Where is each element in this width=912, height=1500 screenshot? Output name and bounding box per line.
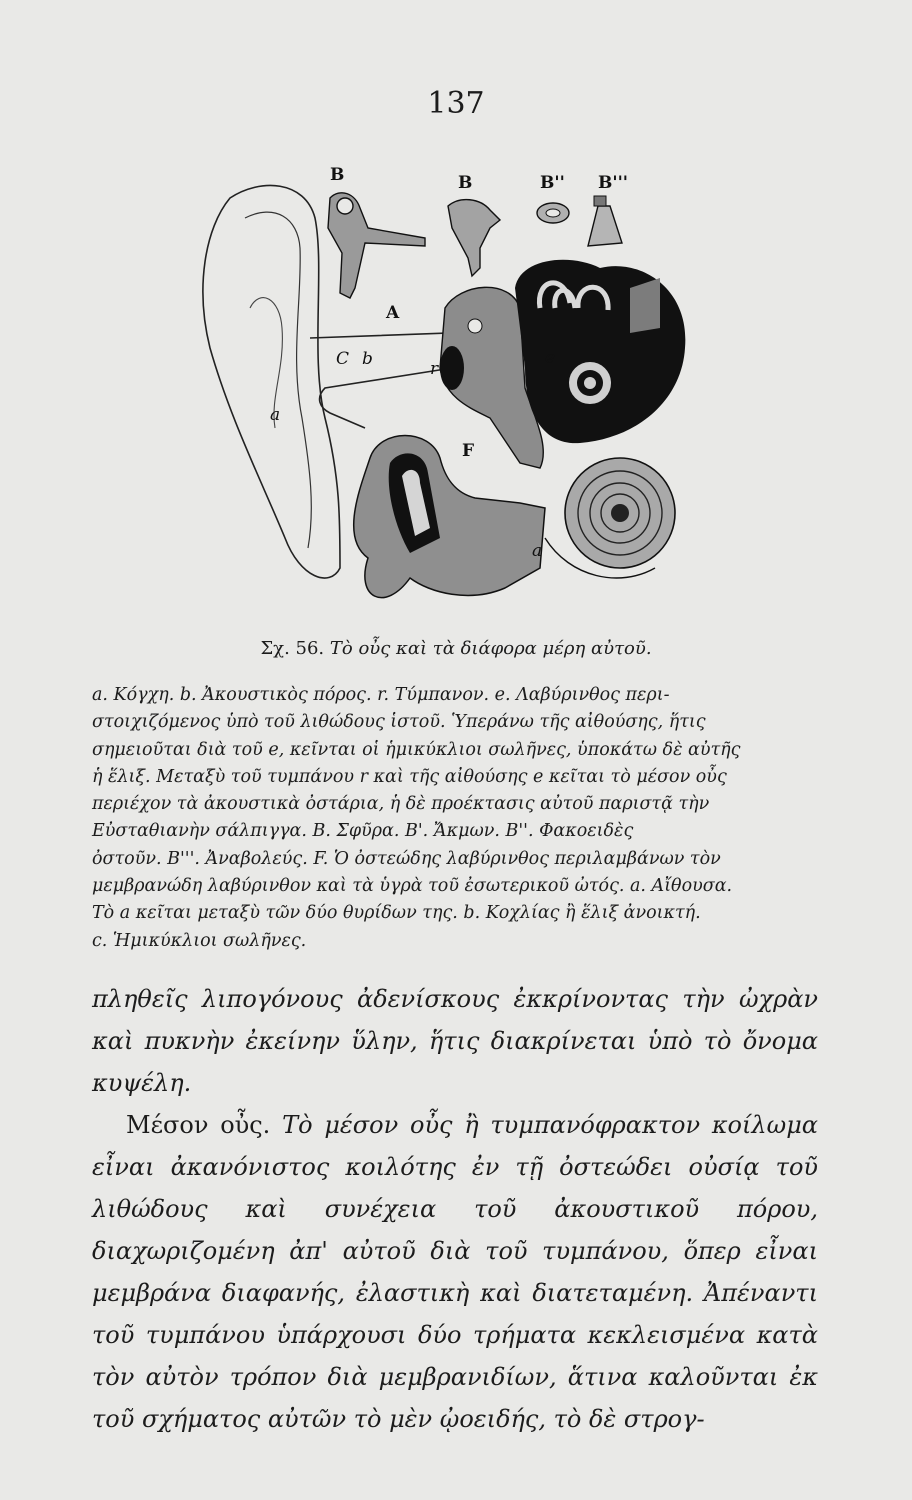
label-F: F <box>462 441 475 461</box>
label-r-tympanum: r <box>430 359 439 379</box>
label-a-concha: a <box>270 405 281 425</box>
malleus-bone <box>328 193 425 298</box>
label-B2-lenticular: B'' <box>540 173 565 193</box>
label-A: A <box>386 303 400 323</box>
incus-bone <box>448 200 500 276</box>
label-e-labyrinth: e <box>545 348 556 368</box>
outer-ear-outline <box>203 185 340 578</box>
legend-line: μεμβρανώδη λαβύρινθον καὶ τὰ ὑγρὰ τοῦ ἐσωτερικοῦ ὠτός. a. Αἴθουσα. <box>92 876 733 897</box>
label-b-canal: b <box>362 349 373 369</box>
labyrinth-mass <box>515 260 685 443</box>
legend-line: ἡ ἕλιξ. Μεταξὺ τοῦ τυμπάνου r καὶ τῆς αἰθούσης e κεῖται τὸ μέσον οὖς <box>92 766 727 787</box>
legend-line: Τὸ a κεῖται μεταξὺ τῶν δύο θυρίδων της. b. Κοχλίας ἢ ἕλιξ ἀνοικτή. <box>92 903 701 924</box>
body-paragraph-2 <box>92 1104 818 1440</box>
cochlea-spiral <box>545 458 675 578</box>
body-text <box>92 978 818 1440</box>
label-a-vestibule: a <box>532 541 543 561</box>
legend-line: Εὐσταθιανὴν σάλπιγγα. B. Σφῦρα. B'. Ἄκμων. B''. Φακοειδὲς <box>92 821 634 842</box>
legend-line: σημειοῦται διὰ τοῦ e, κεῖνται οἱ ἡμικύκλιοι σωλῆνες, ὑποκάτω δὲ αὐτῆς <box>92 739 741 760</box>
label-B-incus: B <box>458 173 473 193</box>
label-B3-stapes: B''' <box>598 173 628 193</box>
caption-prefix: Σχ. 56. <box>260 638 325 659</box>
ear-anatomy-figure <box>190 158 710 628</box>
section-heading-middle-ear: Μέσον οὖς. <box>126 1111 271 1139</box>
body-paragraph-2-text: Τὸ μέσον οὖς ἢ τυμπανόφρακτον κοίλωμα εἶναι ἀκανόνιστος κοιλότης ἐν τῇ ὀστεώδει οὐσίᾳ τοῦ λιθώδους καὶ συνέχεια τοῦ ἀκουστικοῦ πόρου, διαχωριζομένη ἀπ' αὐτοῦ διὰ τοῦ τυμπάνου, ὅπερ εἶναι μεμβράνα διαφανής, ἐλαστικὴ καὶ διατεταμένη. Ἀπέναντι τοῦ τυμπάνου ὑπάρχουσι δύο τρήματα κεκλεισμένα κατὰ τὸν αὐτὸν τρόπον διὰ μεμβρανιδίων, ἅτινα καλοῦνται ἐκ τοῦ σχήματος αὐτῶν τὸ μὲν ᾠοειδής, τὸ δὲ στρογ- <box>92 1111 818 1433</box>
stapes-bone <box>588 196 622 246</box>
label-B-malleus: B <box>330 165 345 185</box>
legend-line: στοιχιζόμενος ὑπὸ τοῦ λιθώδους ἱστοῦ. Ὑπεράνω τῆς αἰθούσης, ἥτις <box>92 712 706 733</box>
legend-line: c. Ἡμικύκλιοι σωλῆνες. <box>92 930 307 951</box>
legend-line: ὀστοῦν. B'''. Ἀναβολεύς. F. Ὁ ὀστεώδης λαβύρινθος περιλαμβάνων τὸν <box>92 848 721 869</box>
figure-legend <box>92 682 816 955</box>
figure-caption <box>0 638 912 659</box>
ear-illustration <box>190 158 710 628</box>
body-paragraph-1: πληθεῖς λιπογόνους ἀδενίσκους ἐκκρίνοντας τὴν ὠχρὰν καὶ πυκνὴν ἐκείνην ὕλην, ἥτις διακρίνεται ὑπὸ τὸ ὄνομα κυψέλη. <box>92 985 818 1097</box>
bony-labyrinth <box>354 436 545 598</box>
legend-line: a. Κόγχη. b. Ἀκουστικὸς πόρος. r. Τύμπανον. e. Λαβύρινθος περι- <box>92 685 670 705</box>
label-C: C <box>336 349 350 369</box>
page-number: 137 <box>427 86 485 121</box>
auditory-canal <box>310 333 452 428</box>
legend-line: περιέχον τὰ ἀκουστικὰ ὀστάρια, ἡ δὲ προέκτασις αὐτοῦ παριστᾷ τὴν <box>92 794 710 815</box>
caption-text: Τὸ οὖς καὶ τὰ διάφορα μέρη αὐτοῦ. <box>329 638 652 659</box>
